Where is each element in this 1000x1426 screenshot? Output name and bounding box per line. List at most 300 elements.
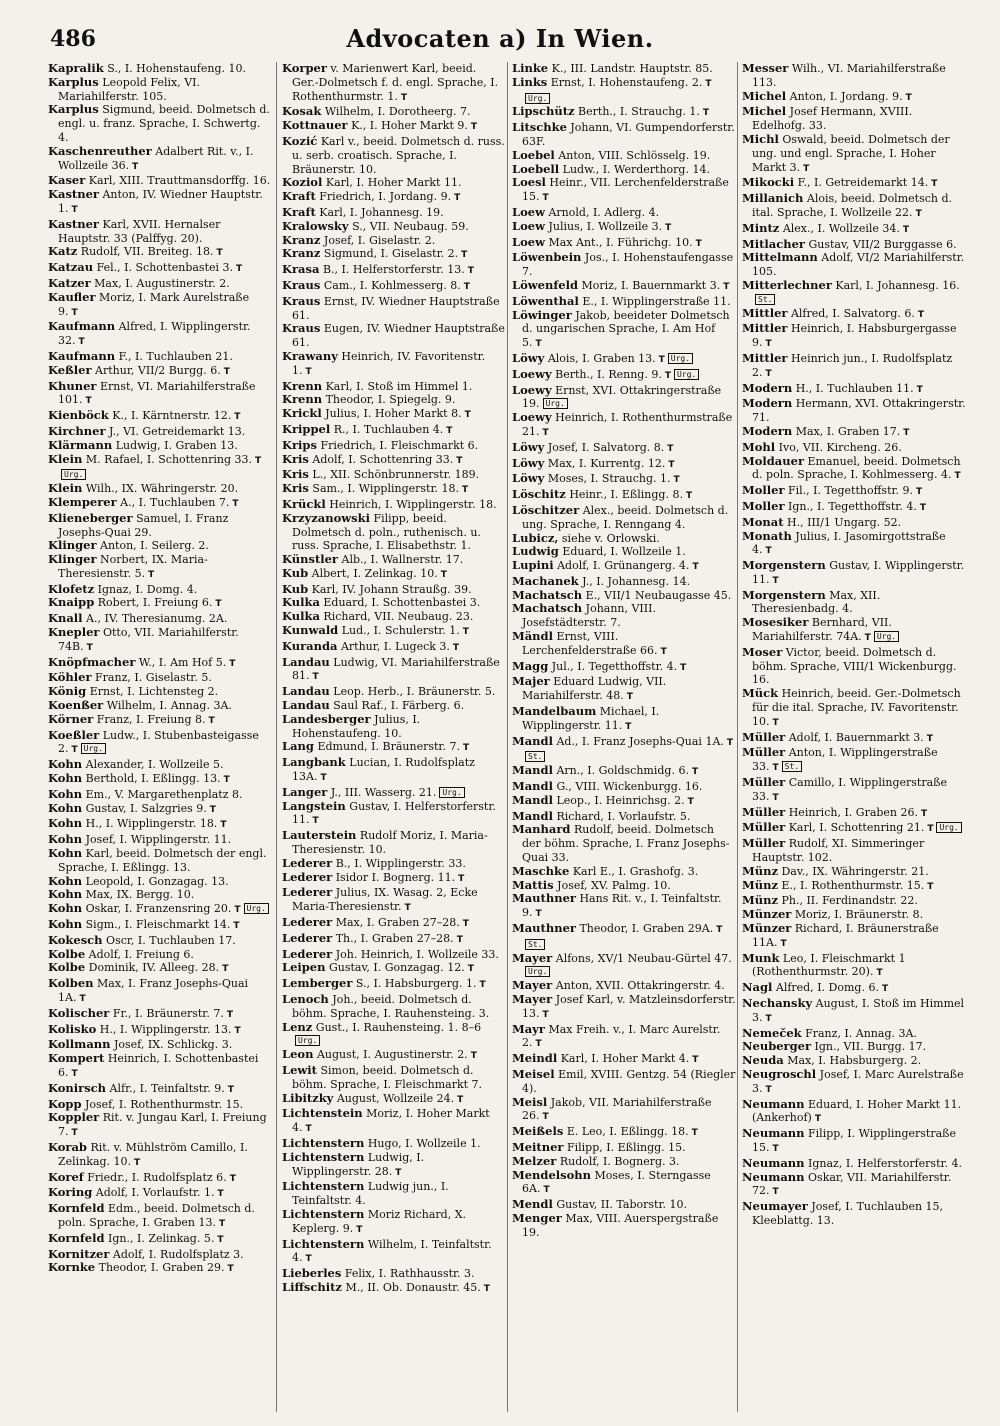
entry-surname: Lewit xyxy=(282,1062,317,1077)
directory-entry xyxy=(282,512,506,553)
entry-details: Max, I. Habsburgerg. 2. xyxy=(787,1054,922,1068)
directory-entry xyxy=(742,589,966,617)
entry-details: M., II. Ob. Donaustr. 45. xyxy=(345,1280,481,1294)
entry-details: Dominik, IV. Alleeg. 28. xyxy=(88,961,220,975)
directory-entry xyxy=(282,176,506,190)
entry-details: Moriz, I. Bauernmarkt 3. xyxy=(581,278,721,292)
telephone-mark: T xyxy=(692,562,699,573)
entry-surname: Löwy xyxy=(512,439,545,454)
entry-surname: Kollmann xyxy=(48,1037,111,1052)
entry-details: Julius, IX. Wasag. 2, Ecke Maria-Theresienstr. xyxy=(292,886,478,914)
telephone-mark: T xyxy=(916,487,923,498)
directory-entry xyxy=(282,1107,506,1137)
directory-entry xyxy=(512,660,736,676)
entry-surname: Müller xyxy=(742,820,786,835)
directory-entry xyxy=(512,457,736,473)
directory-entry xyxy=(742,90,966,106)
directory-entry xyxy=(282,393,506,407)
directory-entry xyxy=(282,553,506,567)
telephone-mark: T xyxy=(864,633,871,644)
directory-entry xyxy=(282,1137,506,1151)
entry-details: Ign., VII. Burgg. 17. xyxy=(814,1040,927,1054)
entry-details: Max, IX. Bergg. 10. xyxy=(85,888,195,902)
telephone-mark: T xyxy=(395,1167,402,1178)
entry-surname: Künstler xyxy=(282,552,338,567)
entry-surname: Mück xyxy=(742,686,779,701)
directory-entry xyxy=(742,382,966,398)
directory-entry xyxy=(48,713,272,729)
entry-details: Rudolf, beeid. Dolmetsch der böhm. Sprache, I. Franz Josephs-Quai 33. xyxy=(522,823,730,865)
entry-details: Ernst, IV. Wiedner Hauptstraße 61. xyxy=(292,294,500,322)
entry-details: Ernst, VI. Mariahilferstraße 101. xyxy=(58,379,256,407)
entry-surname: Mintz xyxy=(742,220,780,235)
entry-details: Emil, XVIII. Gentzg. 54 (Riegler 4). xyxy=(522,1067,736,1095)
entry-details: K., I. Hoher Markt 9. xyxy=(351,119,468,133)
telephone-mark: T xyxy=(209,804,216,815)
telephone-mark: T xyxy=(470,1051,477,1062)
telephone-mark: T xyxy=(927,824,934,835)
entry-details: Camillo, I. Wipplingerstraße 33. xyxy=(752,776,948,803)
entry-details: Ludwig, I. Graben 13. xyxy=(115,438,238,452)
directory-entry xyxy=(512,810,736,824)
directory-entry xyxy=(282,596,506,610)
entry-surname: Koziol xyxy=(282,175,323,190)
directory-entry xyxy=(282,439,506,453)
directory-entry xyxy=(48,1261,272,1277)
entry-surname: Loewy xyxy=(512,410,552,425)
entry-surname: Krzyzanowski xyxy=(282,510,370,525)
entry-surname: Müller xyxy=(742,729,786,744)
entry-surname: Mendelsohn xyxy=(512,1167,592,1182)
entry-surname: Meisl xyxy=(512,1094,548,1109)
directory-entry xyxy=(48,439,272,453)
directory-entry xyxy=(742,997,966,1027)
entry-details: Filipp, I. Wipplingerstraße 15. xyxy=(752,1127,957,1154)
entry-details: Heinrich, I. Schottenbastei 6. xyxy=(58,1052,259,1079)
directory-entry xyxy=(48,902,272,918)
directory-entry xyxy=(48,612,272,626)
directory-entry xyxy=(512,1125,736,1141)
entry-surname: Koppler xyxy=(48,1110,100,1125)
directory-entry xyxy=(512,236,736,252)
directory-entry xyxy=(512,309,736,352)
entry-details: Karl, I. Schottenring 21. xyxy=(788,821,925,835)
entry-surname: Messer xyxy=(742,62,789,75)
entry-badge: Urg. xyxy=(874,631,899,642)
entry-surname: Kolischer xyxy=(48,1005,110,1020)
entry-surname: Löwenbein xyxy=(512,250,582,265)
entry-details: Fr., I. Bräunerstr. 7. xyxy=(112,1006,224,1020)
entry-details: R., I. Tuchlauben 4. xyxy=(333,422,444,436)
directory-entry xyxy=(512,62,736,76)
telephone-mark: T xyxy=(400,92,408,103)
column-2 xyxy=(282,62,506,1412)
entry-details: Ad., I. Franz Josephs-Quai 1A. xyxy=(556,734,724,748)
entry-details: Leop. Herb., I. Bräunerstr. 5. xyxy=(333,685,496,699)
directory-entry xyxy=(512,149,736,163)
entry-details: Rit. v. Jungau Karl, I. Freiung 7. xyxy=(58,1111,267,1139)
entry-surname: Korab xyxy=(48,1139,87,1154)
directory-entry xyxy=(282,1180,506,1208)
telephone-mark: T xyxy=(218,1218,226,1229)
telephone-mark: T xyxy=(71,307,78,318)
entry-surname: Müller xyxy=(742,836,786,851)
entry-surname: Löschitz xyxy=(512,487,566,502)
entry-surname: Kaufmann xyxy=(48,319,116,334)
entry-surname: Kolbe xyxy=(48,960,86,975)
telephone-mark: T xyxy=(226,1009,233,1020)
entry-surname: Kohn xyxy=(48,816,83,831)
entry-details: Saul Raf., I. Färberg. 6. xyxy=(333,699,465,713)
entry-surname: Konirsch xyxy=(48,1080,107,1095)
entry-details: Isidor I. Bognerg. 11. xyxy=(335,870,456,884)
entry-details: Lucian, I. Rudolfsplatz 13A. xyxy=(292,756,475,784)
telephone-mark: T xyxy=(305,1124,312,1135)
entry-surname: Linke xyxy=(512,62,549,75)
entry-surname: Mayer xyxy=(512,950,553,965)
entry-details: Richard, VII. Neubaug. 23. xyxy=(323,610,474,624)
directory-entry xyxy=(742,251,966,279)
directory-entry xyxy=(48,174,272,188)
entry-surname: Langstein xyxy=(282,798,346,813)
column-divider xyxy=(276,62,277,1412)
entry-details: Fil., I. Tegetthoffstr. 9. xyxy=(788,484,914,498)
directory-entry xyxy=(48,291,272,321)
entry-details: Filipp, beeid. Dolmetsch d. poln., ruthenisch. u. russ. Sprache, I. Elisabethstr. 1. xyxy=(292,511,481,553)
entry-details: Hermann, XVI. Ottakringerstr. 71. xyxy=(752,397,966,425)
entry-details: Heinrich, I. Rothenthurmstraße 21. xyxy=(522,411,733,438)
entry-surname: Kornke xyxy=(48,1260,96,1275)
entry-surname: Kottnauer xyxy=(282,118,348,133)
entry-surname: Mandl xyxy=(512,763,553,778)
entry-badge: Urg. xyxy=(543,398,568,409)
entry-surname: Lang xyxy=(282,739,314,754)
entry-surname: Loewy xyxy=(512,366,552,381)
entry-details: Max Ant., I. Führichg. 10. xyxy=(548,235,693,249)
telephone-mark: T xyxy=(723,281,730,292)
telephone-mark: T xyxy=(765,1084,772,1095)
entry-surname: Michel xyxy=(742,104,787,119)
entry-surname: Khuner xyxy=(48,378,97,393)
entry-surname: Lubicz, xyxy=(512,530,559,545)
entry-surname: Kris xyxy=(282,467,309,482)
directory-entry xyxy=(48,596,272,612)
directory-entry xyxy=(282,1208,506,1238)
directory-entry xyxy=(282,1238,506,1268)
entry-details: Moriz, I. Bräunerstr. 8. xyxy=(794,908,924,922)
directory-entry xyxy=(512,922,736,952)
telephone-mark: T xyxy=(462,743,470,754)
directory-entry xyxy=(742,516,966,530)
entry-details: Adalbert Rit. v., I. Wollzeile 36. xyxy=(58,144,254,172)
entry-surname: Neumann xyxy=(742,1126,805,1141)
entry-details: J., III. Wasserg. 21. xyxy=(330,785,437,799)
entry-details: Josef, I. Salvatorg. 8. xyxy=(547,440,665,454)
entry-details: Karl, I. Hoher Markt 4. xyxy=(560,1052,690,1066)
entry-details: Franz, I. Annag. 3A. xyxy=(805,1026,917,1040)
telephone-mark: T xyxy=(927,881,934,892)
directory-entry xyxy=(48,1232,272,1248)
directory-entry xyxy=(742,455,966,485)
directory-entry xyxy=(512,993,736,1023)
directory-entry xyxy=(282,871,506,887)
entry-details: Adolf, I. Bauernmarkt 3. xyxy=(788,730,924,744)
entry-badge: St. xyxy=(525,751,545,762)
telephone-mark: T xyxy=(542,1009,549,1020)
entry-details: E., I. Wipplingerstraße 11. xyxy=(582,294,731,308)
entry-surname: Mayer xyxy=(512,992,553,1006)
entry-details: Wilhelm, I. Teinfaltstr. 4. xyxy=(292,1237,492,1265)
entry-details: Edmund, I. Bräunerstr. 7. xyxy=(317,740,460,754)
entry-details: Max, I. Graben 27–28. xyxy=(335,916,460,930)
entry-surname: Nechansky xyxy=(742,996,813,1010)
telephone-mark: T xyxy=(462,485,469,496)
directory-entry xyxy=(48,802,272,818)
directory-entry xyxy=(48,261,272,277)
directory-entry xyxy=(512,823,736,864)
entry-details: Moriz, I. Hoher Markt 4. xyxy=(292,1107,490,1135)
directory-entry xyxy=(742,806,966,822)
entry-surname: Meindl xyxy=(512,1051,558,1066)
directory-entry xyxy=(512,1198,736,1212)
entry-details: Anton, IV. Wiedner Hauptstr. 1. xyxy=(58,188,263,215)
directory-entry xyxy=(742,62,966,90)
directory-entry xyxy=(742,687,966,730)
directory-entry xyxy=(282,1064,506,1092)
directory-entry xyxy=(742,1127,966,1157)
entry-surname: Kosak xyxy=(282,104,322,119)
entry-details: Karl, IV. Johann Straußg. 39. xyxy=(311,582,472,596)
entry-surname: Kohn xyxy=(48,786,83,801)
directory-entry xyxy=(742,1054,966,1068)
entry-details: Friedr., I. Rudolfsplatz 6. xyxy=(87,1170,227,1184)
entry-details: Karl, XIII. Trauttmansdorffg. 16. xyxy=(88,174,271,188)
entry-details: Rudolf, XI. Simmeringer Hauptstr. 102. xyxy=(752,837,925,865)
directory-entry xyxy=(512,602,736,630)
directory-entry xyxy=(282,961,506,977)
directory-entry xyxy=(512,176,736,206)
entry-details: Adolf, I. Grünangerg. 4. xyxy=(557,559,690,573)
entry-surname: Ludwig xyxy=(512,544,559,559)
entry-details: Wilh., VI. Mariahilferstraße 113. xyxy=(752,62,946,89)
entry-surname: Mohl xyxy=(742,439,776,454)
entry-details: Gustav, II. Taborstr. 10. xyxy=(556,1198,687,1212)
directory-entry xyxy=(742,176,966,192)
entry-details: Em., V. Margarethenplatz 8. xyxy=(85,787,243,801)
entry-details: Jakob, beeideter Dolmetsch d. ungarischen Sprache, I. Am Hof 5. xyxy=(522,308,730,350)
directory-entry xyxy=(282,135,506,176)
entry-details: M. Rafael, I. Schottenring 33. xyxy=(85,452,252,466)
directory-entry xyxy=(48,188,272,218)
entry-details: August, I. Stoß im Himmel 3. xyxy=(752,997,965,1024)
entry-details: Berth., I. Strauchg. 1. xyxy=(578,105,700,119)
entry-details: Julius, I. Jasomirgottstraße 4. xyxy=(752,529,946,557)
directory-entry xyxy=(742,731,966,747)
entry-details: Julius, I. Hohenstaufeng. 10. xyxy=(292,712,421,740)
telephone-mark: T xyxy=(626,692,633,703)
directory-entry xyxy=(282,498,506,512)
directory-entry xyxy=(48,245,272,261)
entry-details: K., I. Kärntnerstr. 12. xyxy=(112,409,232,423)
entry-details: Karl, beeid. Dolmetsch der engl. Sprache, I. Eßlingg. 13. xyxy=(58,847,267,874)
entry-details: A., I. Tuchlauben 7. xyxy=(120,495,230,509)
entry-details: Berthold, I. Eßlingg. 13. xyxy=(85,772,221,786)
directory-entry xyxy=(512,220,736,236)
column-4 xyxy=(742,62,966,1412)
directory-entry xyxy=(742,222,966,238)
entry-details: Sam., I. Wipplingerstr. 18. xyxy=(312,482,460,496)
entry-surname: Lederer xyxy=(282,930,333,945)
entry-details: Emanuel, beeid. Dolmetsch d. poln. Sprache, I. Kohlmesserg. 4. xyxy=(752,454,961,482)
directory-entry xyxy=(282,948,506,962)
telephone-mark: T xyxy=(461,250,468,261)
entry-surname: Krips xyxy=(282,437,317,452)
entry-surname: Klofetz xyxy=(48,581,95,596)
directory-entry xyxy=(48,1248,272,1262)
entry-surname: Karplus xyxy=(48,102,99,117)
directory-entry xyxy=(48,1082,272,1098)
entry-details: Adolf, I. Schottenring 33. xyxy=(312,452,454,466)
directory-entry xyxy=(512,411,736,441)
entry-surname: Katzau xyxy=(48,260,94,275)
entry-surname: Lichtenstern xyxy=(282,1236,365,1251)
entry-surname: Lichtenstern xyxy=(282,1179,365,1194)
directory-entry xyxy=(512,589,736,603)
entry-details: Oskar, I. Franzensring 20. xyxy=(85,902,232,916)
entry-details: Theodor, I. Graben 29A. xyxy=(579,922,714,936)
entry-details: Th., I. Graben 27–28. xyxy=(335,931,454,945)
entry-details: August, I. Augustinerstr. 2. xyxy=(316,1048,468,1062)
telephone-mark: T xyxy=(208,715,215,726)
entry-details: Ph., II. Ferdinandstr. 22. xyxy=(781,894,918,908)
directory-entry xyxy=(512,472,736,488)
entry-surname: Kraus xyxy=(282,293,321,308)
directory-entry xyxy=(512,368,736,384)
directory-entry xyxy=(512,735,736,765)
entry-details: Max, I. Kurrentg. 12. xyxy=(547,456,666,470)
entry-surname: Münz xyxy=(742,863,778,878)
telephone-mark: T xyxy=(71,204,78,215)
entry-surname: Lenoch xyxy=(282,992,329,1006)
entry-surname: Kraus xyxy=(282,321,321,336)
entry-details: Ivo, VII. Kircheng. 26. xyxy=(778,440,902,454)
directory-entry xyxy=(512,441,736,457)
directory-entry xyxy=(48,482,272,496)
entry-surname: Mandelbaum xyxy=(512,704,597,719)
directory-entry xyxy=(512,705,736,735)
directory-entry xyxy=(742,1040,966,1054)
telephone-mark: T xyxy=(227,1084,234,1095)
telephone-mark: T xyxy=(223,366,230,377)
directory-entry xyxy=(48,1111,272,1141)
page-header xyxy=(0,22,1000,62)
telephone-mark: T xyxy=(217,1234,224,1245)
entry-details: Arnold, I. Adlerg. 4. xyxy=(548,205,660,219)
directory-entry xyxy=(742,821,966,837)
entry-surname: Landau xyxy=(282,654,330,669)
entry-badge: Urg. xyxy=(439,787,464,798)
entry-surname: Klinger xyxy=(48,552,97,567)
telephone-mark: T xyxy=(312,672,319,683)
directory-entry xyxy=(48,583,272,597)
entry-surname: Monath xyxy=(742,528,792,543)
running-title: Advocaten a) In Wien. xyxy=(346,24,654,53)
entry-surname: Landau xyxy=(282,698,330,713)
entry-badge: Urg. xyxy=(668,353,693,364)
entry-surname: Kopp xyxy=(48,1096,82,1111)
entry-surname: Machatsch xyxy=(512,601,583,616)
telephone-mark: T xyxy=(691,1128,698,1139)
entry-details: Gust., I. Rauhensteing. 1. 8–6 xyxy=(315,1020,482,1034)
entry-details: Heinrich, IV. Favoritenstr. 1. xyxy=(292,349,486,377)
entry-surname: Neumayer xyxy=(742,1199,808,1214)
entry-surname: Keßler xyxy=(48,362,92,377)
telephone-mark: T xyxy=(134,1157,141,1168)
entry-surname: Melzer xyxy=(512,1153,557,1168)
directory-entry xyxy=(48,1052,272,1082)
directory-entry xyxy=(512,251,736,279)
telephone-mark: T xyxy=(916,384,923,395)
entry-surname: Neuda xyxy=(742,1053,784,1068)
entry-details: Victor, beeid. Dolmetsch d. böhm. Sprache, VIII/1 Wickenburgg. 16. xyxy=(752,645,957,687)
directory-entry xyxy=(48,671,272,685)
entry-surname: Lieberles xyxy=(282,1266,342,1281)
entry-details: Theodor, I. Spiegelg. 9. xyxy=(325,393,456,407)
telephone-mark: T xyxy=(404,903,411,914)
entry-details: Hans Rit. v., I. Teinfaltstr. 9. xyxy=(522,892,722,920)
entry-details: Anton, I. Seilerg. 2. xyxy=(100,539,209,553)
directory-entry xyxy=(48,918,272,934)
directory-entry xyxy=(512,105,736,121)
entry-surname: Klemperer xyxy=(48,494,117,509)
telephone-mark: T xyxy=(658,354,665,365)
telephone-mark: T xyxy=(765,368,772,379)
entry-details: Ign., I. Zelinkag. 5. xyxy=(108,1231,215,1245)
telephone-mark: T xyxy=(234,412,241,423)
entry-details: Karl, I. Hoher Markt 11. xyxy=(325,176,462,190)
telephone-mark: T xyxy=(71,1068,78,1079)
telephone-mark: T xyxy=(458,873,465,884)
directory-entry xyxy=(742,307,966,323)
entry-details: Leo, I. Fleischmarkt 1 (Rothenthurmstr. 20). xyxy=(752,951,906,979)
column-divider xyxy=(507,62,508,1412)
directory-entry xyxy=(282,886,506,916)
entry-surname: Kraus xyxy=(282,277,321,292)
entry-details: F., I. Tuchlauben 21. xyxy=(118,349,233,363)
entry-surname: Krasa xyxy=(282,262,320,277)
entry-surname: Loew xyxy=(512,234,545,249)
entry-surname: Kohn xyxy=(48,901,83,916)
telephone-mark: T xyxy=(903,427,910,438)
entry-surname: Morgenstern xyxy=(742,587,826,602)
entry-surname: Münz xyxy=(742,893,778,908)
telephone-mark: T xyxy=(726,737,734,748)
entry-badge: Urg. xyxy=(244,903,269,914)
entry-surname: Krenn xyxy=(282,392,323,407)
entry-details: Rit. v. Mühlström Camillo, I. Zelinkag. 10. xyxy=(58,1140,248,1168)
entry-details: Johann, VI. Gumpendorferstr. 63F. xyxy=(522,121,735,148)
directory-entry xyxy=(282,322,506,350)
entry-surname: Moller xyxy=(742,498,785,513)
entry-surname: Kris xyxy=(282,451,309,466)
entry-surname: Kohn xyxy=(48,846,83,861)
entry-details: S., I. Hohenstaufeng. 10. xyxy=(107,62,246,75)
entry-details: Julius, I. Hoher Markt 8. xyxy=(325,407,462,421)
entry-surname: Lederer xyxy=(282,885,333,900)
directory-entry xyxy=(282,453,506,469)
directory-entry xyxy=(512,675,736,705)
entry-surname: Modern xyxy=(742,380,793,395)
